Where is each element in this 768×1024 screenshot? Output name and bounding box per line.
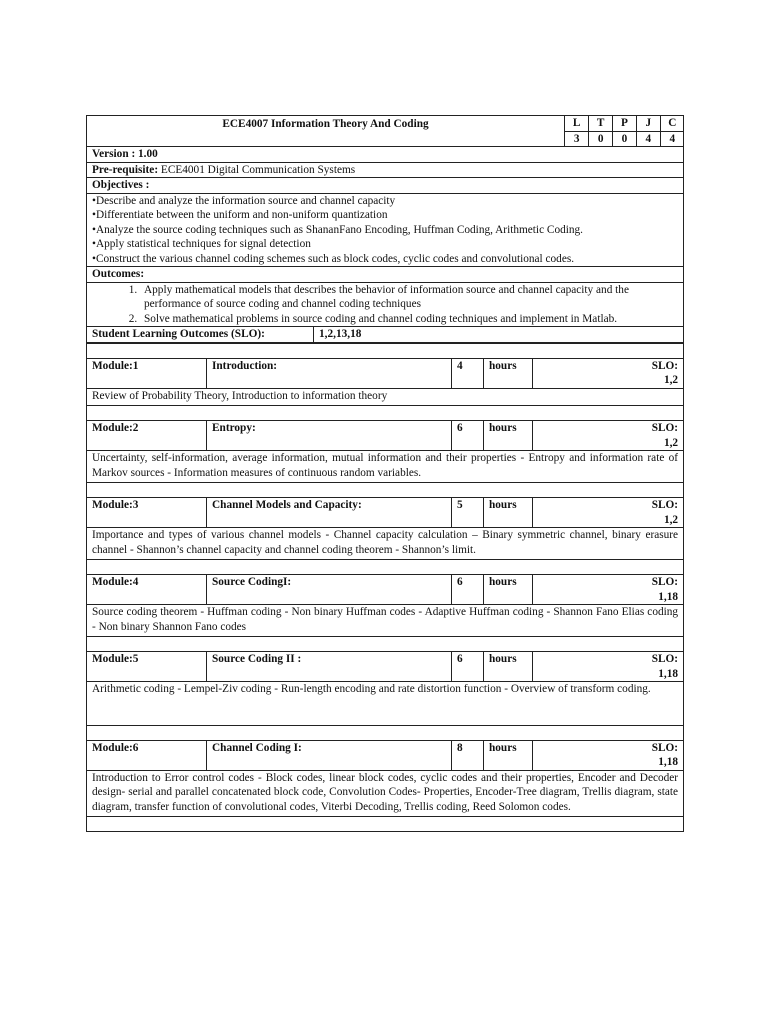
ltpjc-header-c: C bbox=[660, 116, 684, 131]
module-header-row bbox=[87, 498, 684, 528]
module-content: Arithmetic coding - Lempel-Ziv coding - Run-length encoding and rate distortion function - Overview of transform coding. bbox=[87, 682, 684, 726]
module-content-row bbox=[87, 528, 684, 560]
outcome-item: 2. Solve mathematical problems in source coding and channel coding techniques and implement in Matlab. bbox=[140, 312, 678, 327]
syllabus-document bbox=[86, 115, 683, 832]
module-spacer-row bbox=[87, 483, 684, 498]
ltpjc-header-l: L bbox=[565, 116, 589, 131]
module-spacer-row bbox=[87, 406, 684, 421]
outcome-item: 1. Apply mathematical models that describes the behavior of information source and channel capacity and the performance of source coding and channel coding techniques bbox=[140, 283, 678, 312]
module-number: Module:3 bbox=[87, 498, 207, 528]
ltpjc-value-j: 4 bbox=[636, 131, 660, 146]
module-content-row bbox=[87, 770, 684, 817]
module-slo-value: 1,2 bbox=[663, 436, 679, 449]
module-hours-label: hours bbox=[484, 575, 533, 605]
module-slo-value: 1,18 bbox=[658, 590, 679, 603]
version-label: Version : 1.00 bbox=[87, 147, 684, 162]
module-number: Module:1 bbox=[87, 358, 207, 388]
module-title: Channel Models and Capacity: bbox=[207, 498, 452, 528]
module-slo-value: 1,18 bbox=[658, 756, 679, 768]
outcomes-list bbox=[92, 283, 678, 327]
prerequisite-row bbox=[87, 162, 684, 178]
module-hours-value: 8 bbox=[452, 740, 484, 770]
module-slo-value: 1,2 bbox=[663, 513, 679, 526]
objective-item: • Describe and analyze the information source and channel capacity bbox=[92, 194, 678, 209]
module-content-row bbox=[87, 451, 684, 483]
module-hours-value: 6 bbox=[452, 652, 484, 682]
module-slo bbox=[533, 421, 684, 451]
objective-item: • Construct the various channel coding schemes such as block codes, cyclic codes and convolutional codes. bbox=[92, 252, 678, 267]
outcomes-list-cell bbox=[87, 282, 684, 327]
objectives-heading: Objectives : bbox=[87, 178, 684, 194]
ltpjc-value-l: 3 bbox=[565, 131, 589, 146]
ltpjc-value-p: 0 bbox=[613, 131, 637, 146]
objective-item: • Differentiate between the uniform and non-uniform quantization bbox=[92, 208, 678, 223]
course-title: ECE4007 Information Theory And Coding bbox=[87, 116, 565, 147]
module-number: Module:2 bbox=[87, 421, 207, 451]
module-slo bbox=[533, 358, 684, 388]
module-slo bbox=[533, 498, 684, 528]
module-content-row bbox=[87, 605, 684, 637]
module-spacer-row bbox=[87, 725, 684, 740]
objective-item: • Apply statistical techniques for signal detection bbox=[92, 237, 678, 252]
module-slo-value: 1,2 bbox=[663, 374, 679, 386]
module-hours-label: hours bbox=[484, 421, 533, 451]
module-content: Uncertainty, self-information, average information, mutual information and their properties - Entropy and information rate of Markov sources - Information measures of continuous random variables. bbox=[87, 451, 684, 483]
module-hours-label: hours bbox=[484, 498, 533, 528]
module-header-row bbox=[87, 358, 684, 388]
objectives-list bbox=[92, 194, 678, 267]
module-title: Introduction: bbox=[207, 358, 452, 388]
module-header-row bbox=[87, 652, 684, 682]
module-spacer-row bbox=[87, 343, 684, 358]
slo-label: Student Learning Outcomes (SLO): bbox=[87, 327, 314, 343]
module-hours-value: 5 bbox=[452, 498, 484, 528]
objective-item: • Analyze the source coding techniques such as ShananFano Encoding, Huffman Coding, Arithmetic Coding. bbox=[92, 223, 678, 238]
module-content: Importance and types of various channel models - Channel capacity calculation – Binary symmetric channel, binary erasure channel - Shannon’s channel capacity and channel coding theorem - Shannon’s limit. bbox=[87, 528, 684, 560]
module-spacer-row bbox=[87, 637, 684, 652]
module-spacer-row bbox=[87, 817, 684, 832]
module-header-row bbox=[87, 740, 684, 770]
modules-table bbox=[86, 343, 684, 833]
module-hours-label: hours bbox=[484, 740, 533, 770]
prerequisite-value: ECE4001 Digital Communication Systems bbox=[160, 163, 356, 176]
module-content: Source coding theorem - Huffman coding - Non binary Huffman codes - Adaptive Huffman coding - Shannon Fano Elias coding - Non binary Shannon Fano codes bbox=[87, 605, 684, 637]
module-number: Module:5 bbox=[87, 652, 207, 682]
module-hours-label: hours bbox=[484, 652, 533, 682]
module-slo bbox=[533, 740, 684, 770]
module-content: Review of Probability Theory, Introduction to information theory bbox=[87, 388, 684, 406]
ltpjc-value-c: 4 bbox=[660, 131, 684, 146]
ltpjc-header-j: J bbox=[636, 116, 660, 131]
module-content-row bbox=[87, 682, 684, 726]
module-hours-value: 6 bbox=[452, 575, 484, 605]
module-title: Entropy: bbox=[207, 421, 452, 451]
course-info-table bbox=[86, 147, 684, 343]
module-number: Module:4 bbox=[87, 575, 207, 605]
module-spacer-row bbox=[87, 560, 684, 575]
module-slo-label: SLO: bbox=[651, 576, 679, 588]
module-header-row bbox=[87, 575, 684, 605]
module-slo-label: SLO: bbox=[651, 422, 679, 434]
module-hours-value: 4 bbox=[452, 358, 484, 388]
ltpjc-header-p: P bbox=[613, 116, 637, 131]
module-slo-label: SLO: bbox=[651, 359, 679, 372]
module-hours-label: hours bbox=[484, 358, 533, 388]
module-slo-label: SLO: bbox=[651, 741, 679, 754]
module-slo-value: 1,18 bbox=[658, 667, 679, 680]
objectives-list-cell bbox=[87, 193, 684, 267]
module-header-row bbox=[87, 421, 684, 451]
course-header-table bbox=[86, 115, 684, 147]
module-content: Introduction to Error control codes - Block codes, linear block codes, cyclic codes and their properties, Encoder and Decoder design- serial and parallel concatenated block code, Convolution Codes- Properties, Encoder-Tree diagram, Trellis diagram, state diagram, transfer function of convolutional codes, Viterbi Decoding, Trellis coding, Reed Solomon codes. bbox=[87, 770, 684, 817]
module-slo bbox=[533, 575, 684, 605]
module-content-row bbox=[87, 388, 684, 406]
outcomes-heading: Outcomes: bbox=[87, 267, 684, 283]
module-number: Module:6 bbox=[87, 740, 207, 770]
ltpjc-header-t: T bbox=[589, 116, 613, 131]
ltpjc-grid bbox=[565, 116, 684, 146]
prerequisite-label: Pre-requisite: bbox=[92, 163, 159, 176]
ltpjc-value-t: 0 bbox=[589, 131, 613, 146]
module-title: Source Coding II : bbox=[207, 652, 452, 682]
module-title: Channel Coding I: bbox=[207, 740, 452, 770]
module-slo bbox=[533, 652, 684, 682]
module-hours-value: 6 bbox=[452, 421, 484, 451]
module-slo-label: SLO: bbox=[651, 499, 679, 511]
module-title: Source CodingI: bbox=[207, 575, 452, 605]
slo-value: 1,2,13,18 bbox=[314, 327, 684, 343]
module-slo-label: SLO: bbox=[651, 653, 679, 665]
